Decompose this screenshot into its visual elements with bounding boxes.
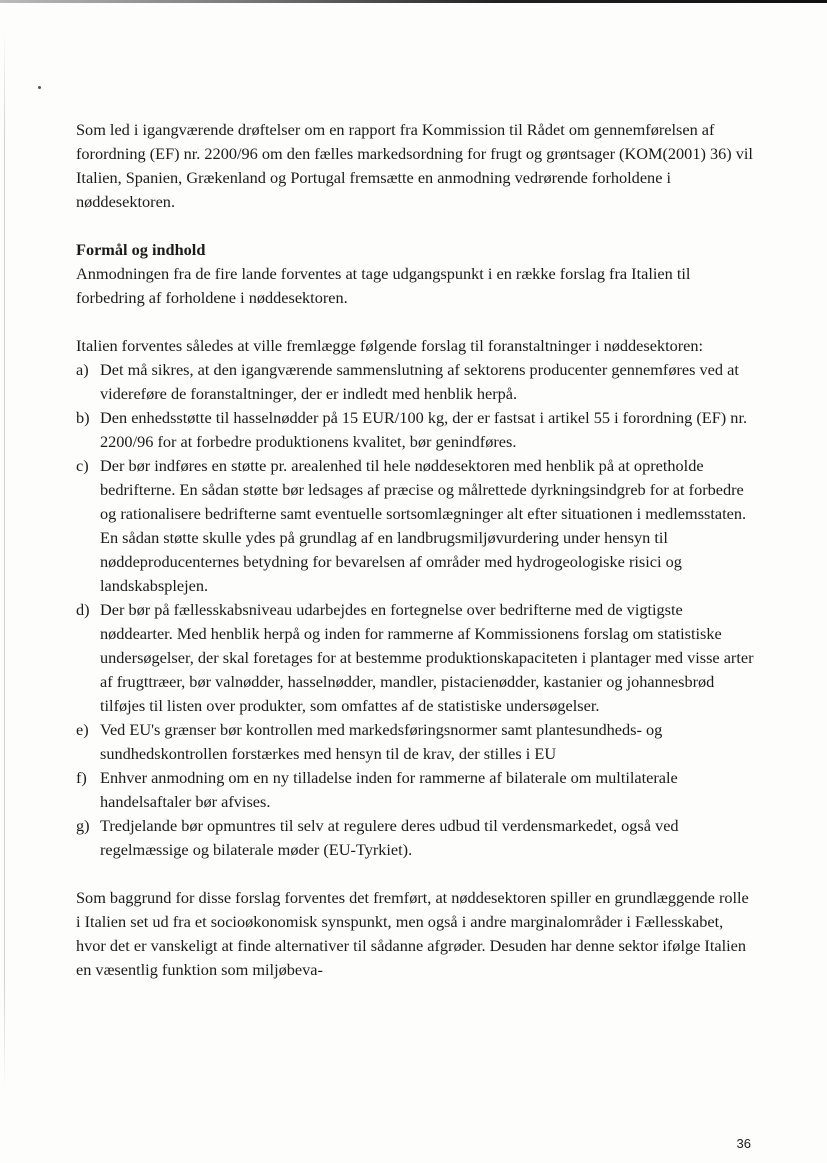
top-rule — [0, 0, 827, 3]
list-item — [76, 358, 756, 406]
list-item-text: Den enhedsstøtte til hasselnødder på 15 EUR/100 kg, der er fastsat i artikel 55 i forordning (EF) nr. 2200/96 for at forbedre produktionens kvalitet, bør genindføres. — [100, 408, 748, 451]
list-item-label: g) — [76, 816, 90, 835]
list-item-label: a) — [76, 360, 89, 379]
list-item-text: Der bør på fællesskabsniveau udarbejdes en fortegnelse over bedrifterne med de vigtigste nøddearter. Med henblik herpå og inden for rammerne af Kommissionens forslag om statistiske undersøgelser, der skal foretages for at bestemme produktionskapaciteten i plantager med visse arter af frugttræer, bør valnødder, hasselnødder, mandler, pistacienødder, kastanier og johannesbrød tilføjes til listen over produkter, som omfattes af de statistiske undersøgelser. — [100, 600, 754, 715]
scan-speck — [38, 86, 41, 89]
page-number: 36 — [736, 1136, 751, 1151]
list-item — [76, 814, 756, 862]
list-item — [76, 454, 756, 598]
document-page — [76, 118, 756, 982]
list-item-text: Tredjelande bør opmuntres til selv at regulere deres udbud til verdensmarkedet, også ved regelmæssige og bilaterale møder (EU-Tyrkiet). — [100, 816, 679, 859]
list-item-label: b) — [76, 408, 90, 427]
list-item — [76, 406, 756, 454]
list-item — [76, 718, 756, 766]
list-item-text: Enhver anmodning om en ny tilladelse inden for rammerne af bilaterale om multilaterale handelsaftaler bør afvises. — [100, 768, 678, 811]
section-heading: Formål og indhold — [76, 240, 206, 259]
list-item — [76, 766, 756, 814]
list-item-label: f) — [76, 768, 87, 787]
list-item-text: Ved EU's grænser bør kontrollen med markedsføringsnormer samt plantesundheds- og sundhedskontrollen forstærkes med hensyn til de krav, der stilles i EU — [100, 720, 663, 763]
scan-edge — [4, 30, 5, 1090]
list-intro: Italien forventes således at ville fremlægge følgende forslag til foranstaltninger i nøddesektoren: — [76, 336, 704, 355]
list-item-label: e) — [76, 720, 89, 739]
proposal-list — [76, 358, 756, 862]
closing-paragraph: Som baggrund for disse forslag forventes det fremført, at nøddesektoren spiller en grundlæggende rolle i Italien set ud fra et socioøkonomisk synspunkt, men også i andre marginalområder i Fællesskabet, hvor det er vanskeligt at finde alternativer til sådanne afgrøder. Desuden har denne sektor ifølge Italien en væsentlig funktion som miljøbeva- — [76, 888, 749, 979]
purpose-paragraph: Anmodningen fra de fire lande forventes at tage udgangspunkt i en række forslag fra Italien til forbedring af forholdene i nøddesektoren. — [76, 264, 691, 307]
list-item-label: d) — [76, 600, 90, 619]
list-item-label: c) — [76, 456, 89, 475]
list-item-text: Det må sikres, at den igangværende sammenslutning af sektorens producenter gennemføres ved at videreføre de foranstaltninger, der er indledt med henblik herpå. — [100, 360, 739, 403]
list-item — [76, 598, 756, 718]
intro-paragraph: Som led i igangværende drøftelser om en rapport fra Kommission til Rådet om gennemførelsen af forordning (EF) nr. 2200/96 om den fælles markedsordning for frugt og grøntsager (KOM(2001) 36) vil Italien, Spanien, Grækenland og Portugal fremsætte en anmodning vedrørende forholdene i nøddesektoren. — [76, 120, 753, 211]
list-item-text: Der bør indføres en støtte pr. arealenhed til hele nøddesektoren med henblik på at opretholde bedrifterne. En sådan støtte bør ledsages af præcise og målrettede dyrkningsindgreb for at forbedre og rationalisere bedrifterne samt eventuelle sortsomlægninger alt efter situationen i medlemsstaten. En sådan støtte skulle ydes på grundlag af en landbrugsmiljøvurdering under hensyn til nøddeproducenternes betydning for bevarelsen af områder med hydrogeologiske risici og landskabsplejen. — [100, 456, 747, 595]
